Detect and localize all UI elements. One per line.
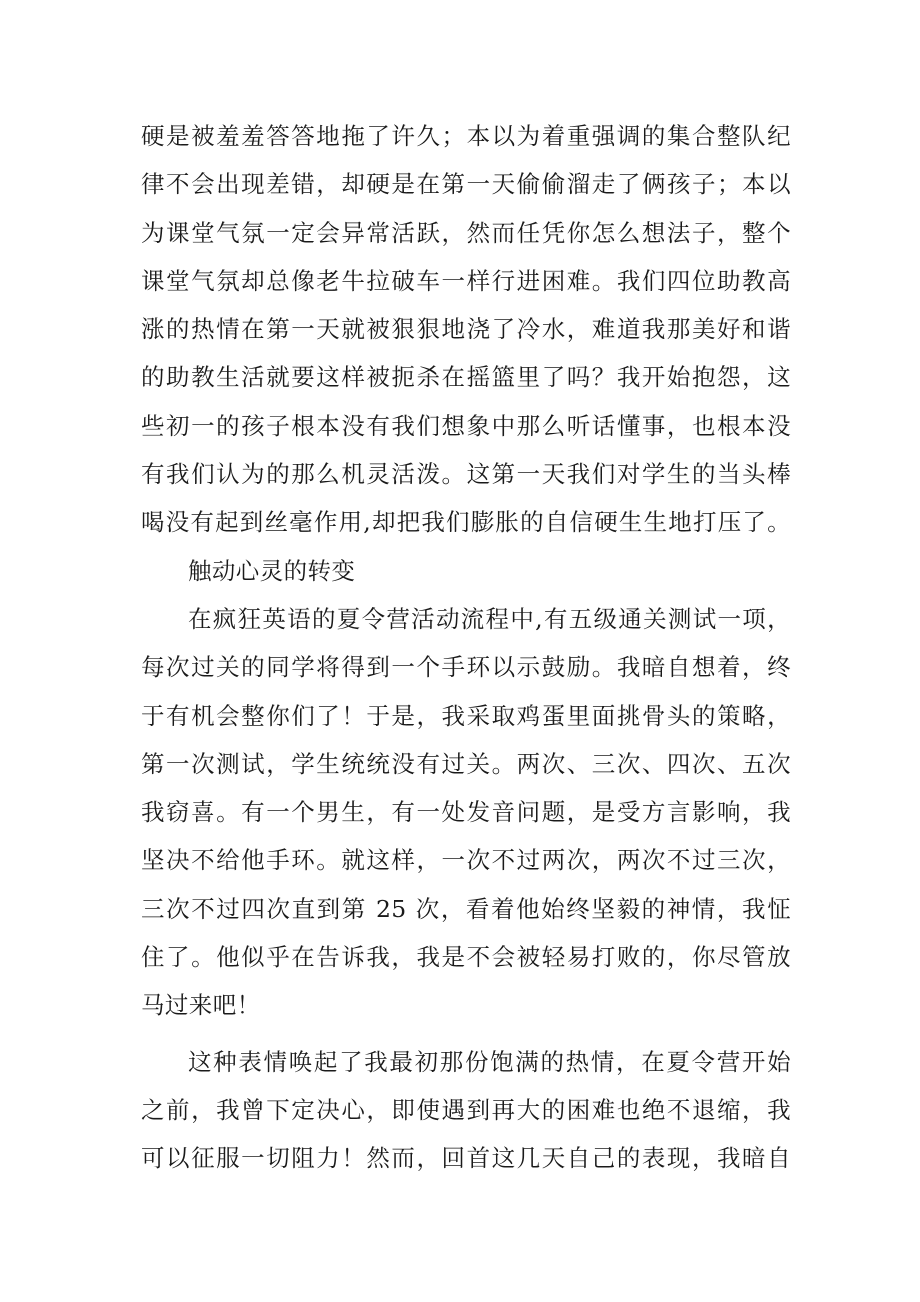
text-line: 喝没有起到丝毫作用,却把我们膨胀的自信硬生生地打压了。 <box>141 508 791 537</box>
text-line: 每次过关的同学将得到一个手环以示鼓励。我暗自想着，终 <box>141 653 791 682</box>
text-line: 马过来吧！ <box>141 991 261 1020</box>
text-line: 有我们认为的那么机灵活泼。这第一天我们对学生的当头棒 <box>141 460 791 489</box>
document-body <box>141 112 791 1183</box>
text-line: 可以征服一切阻力！然而，回首这几天自己的表现，我暗自 <box>141 1144 791 1173</box>
text-line: 我窃喜。有一个男生，有一处发音问题，是受方言影响，我 <box>141 798 791 827</box>
text-line: 这种表情唤起了我最初那份饱满的热情，在夏令营开始 <box>188 1047 791 1076</box>
text-line: 些初一的孩子根本没有我们想象中那么听话懂事，也根本没 <box>141 411 791 440</box>
paragraph-gap <box>141 1030 791 1038</box>
text-line: 住了。他似乎在告诉我，我是不会被轻易打败的，你尽管放 <box>141 943 791 972</box>
text-line: 涨的热情在第一天就被狠狠地浇了冷水，难道我那美好和谐 <box>141 315 791 344</box>
text-line: 之前，我曾下定决心，即使遇到再大的困难也绝不退缩，我 <box>141 1095 791 1124</box>
text-line: 三次不过四次直到第 25 次，看着他始终坚毅的神情，我怔 <box>141 894 791 923</box>
text-line: 于有机会整你们了！于是，我采取鸡蛋里面挑骨头的策略， <box>141 701 791 730</box>
text-line: 律不会出现差错，却硬是在第一天偷偷溜走了俩孩子；本以 <box>141 170 791 199</box>
section-heading: 触动心灵的转变 <box>188 556 356 585</box>
text-line: 为课堂气氛一定会异常活跃，然而任凭你怎么想法子，整个 <box>141 218 791 247</box>
text-line: 课堂气氛却总像老牛拉破车一样行进困难。我们四位助教高 <box>141 266 791 295</box>
text-line: 在疯狂英语的夏令营活动流程中,有五级通关测试一项， <box>188 604 791 633</box>
text-line: 的助教生活就要这样被扼杀在摇篮里了吗？我开始抱怨，这 <box>141 363 791 392</box>
text-line: 坚决不给他手环。就这样，一次不过两次，两次不过三次， <box>141 846 791 875</box>
text-line: 第一次测试，学生统统没有过关。两次、三次、四次、五次 <box>141 749 791 778</box>
text-line: 硬是被羞羞答答地拖了许久；本以为着重强调的集合整队纪 <box>141 122 791 150</box>
